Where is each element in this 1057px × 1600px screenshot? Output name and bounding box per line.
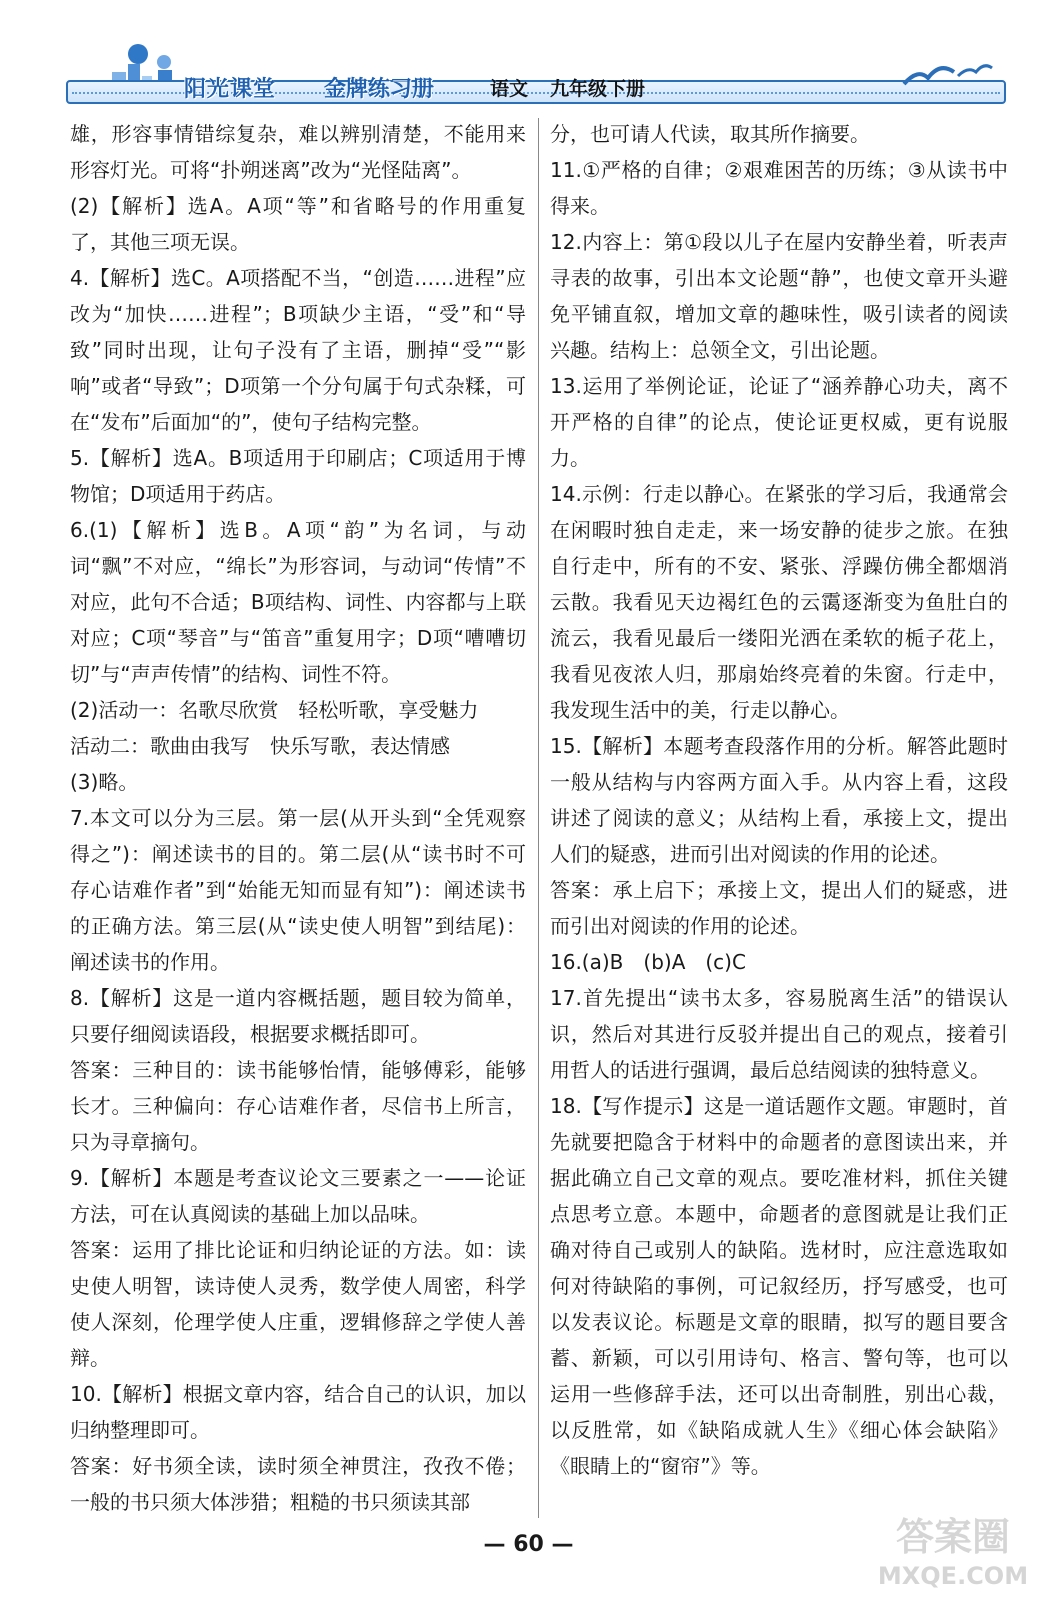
- answer-paragraph: 13.运用了举例论证，论证了“涵养静心功夫，离不开严格的自律”的论点，使论证更权威，更有说服力。: [550, 374, 1008, 470]
- answer-paragraph: 10.【解析】根据文章内容，结合自己的认识，加以归纳整理即可。: [70, 1382, 526, 1442]
- column-divider: [538, 118, 539, 1518]
- series-title: 金牌练习册: [324, 77, 435, 102]
- answer-paragraph: 12.内容上：第①段以儿子在屋内安静坐着，听表声寻表的故事，引出本文论题“静”，也使文章开头避免平铺直叙，增加文章的趣味性，吸引读者的阅读兴趣。结构上：总领全文，引出论题。: [550, 230, 1008, 362]
- answer-paragraph: 9.【解析】本题是考查议论文三要素之一——论证方法，可在认真阅读的基础上加以品味。: [70, 1166, 526, 1226]
- answer-paragraph: 6.(1)【解析】选B。A项“韵”为名词，与动词“飘”不对应，“绵长”为形容词，与动词“传情”不对应，此句不合适；B项结构、词性、内容都与上联对应；C项“琴音”与“笛音”重复用字；D项“嘈嘈切切”与“声声传情”的结构、词性不符。: [70, 518, 526, 686]
- answer-paragraph: (3)略。: [70, 770, 139, 794]
- watermark-logo: [858, 1504, 1048, 1594]
- answer-paragraph: 答案：三种目的：读书能够怡情，能够傅彩，能够长才。三种偏向：存心诘难作者，尽信书上所言，只为寻章摘句。: [70, 1058, 526, 1154]
- answer-paragraph: (2)活动一：名歌尽欣赏 轻松听歌，享受魅力: [70, 698, 479, 722]
- answer-paragraph: (2)【解析】选A。A项“等”和省略号的作用重复了，其他三项无误。: [70, 194, 526, 254]
- answer-paragraph: 5.【解析】选A。B项适用于印刷店；C项适用于博物馆；D项适用于药店。: [70, 446, 526, 506]
- answer-paragraph: 4.【解析】选C。A项搭配不当，“创造……进程”应改为“加快……进程”；B项缺少主语，“受”和“导致”同时出现，让句子没有了主语，删掉“受”“影响”或者“导致”；D项第一个分句属于句式杂糅，可在“发布”后面加“的”，使句子结构完整。: [70, 266, 526, 434]
- answer-paragraph: 16.(a)B (b)A (c)C: [550, 950, 746, 974]
- grade-label: 九年级下册: [550, 78, 646, 100]
- subject-label: 语文: [490, 78, 529, 100]
- answer-paragraph: 答案：运用了排比论证和归纳论证的方法。如：读史使人明智，读诗使人灵秀，数学使人周密，科学使人深刻，伦理学使人庄重，逻辑修辞之学使人善辩。: [70, 1238, 526, 1370]
- left-column: [70, 116, 526, 1520]
- answer-paragraph: 答案：承上启下；承接上文，提出人们的疑惑，进而引出对阅读的作用的论述。: [550, 878, 1008, 938]
- watermark-text: 答案圈: [895, 1515, 1011, 1559]
- birds-icon: [898, 54, 998, 94]
- watermark-url: MXQE.COM: [877, 1562, 1029, 1590]
- answer-paragraph: 11.①严格的自律；②艰难困苦的历练；③从读书中得来。: [550, 158, 1008, 218]
- brand-title: 阳光课堂: [184, 77, 277, 102]
- answer-paragraph: 8.【解析】这是一道内容概括题，题目较为简单，只要仔细阅读语段，根据要求概括即可。: [70, 986, 526, 1046]
- right-column: [550, 116, 1008, 1484]
- answer-paragraph: 答案：好书须全读，读时须全神贯注，孜孜不倦；一般的书只须大体涉猎；粗糙的书只须读其部: [70, 1454, 526, 1514]
- answer-paragraph: 活动二：歌曲由我写 快乐写歌，表达情感: [70, 734, 450, 758]
- answer-paragraph: 7.本文可以分为三层。第一层(从开头到“全凭观察得之”)：阐述读书的目的。第二层(从“读书时不可存心诘难作者”到“始能无知而显有知”)：阐述读书的正确方法。第三层(从“读史使人明智”到结尾)：阐述读书的作用。: [70, 806, 526, 974]
- answer-paragraph: 14.示例：行走以静心。在紧张的学习后，我通常会在闲暇时独自走走，来一场安静的徒步之旅。在独自行走中，所有的不安、紧张、浮躁仿佛全都烟消云散。我看见天边褐红色的云霭逐渐变为鱼肚白的流云，我看见最后一缕阳光洒在柔软的栀子花上，我看见夜浓人归，那扇始终亮着的朱窗。行走中，我发现生活中的美，行走以静心。: [550, 482, 1008, 722]
- answer-paragraph: 15.【解析】本题考查段落作用的分析。解答此题时一般从结构与内容两方面入手。从内容上看，这段讲述了阅读的意义；从结构上看，承接上文，提出人们的疑惑，进而引出对阅读的作用的论述。: [550, 734, 1008, 866]
- answer-paragraph: 18.【写作提示】这是一道话题作文题。审题时，首先就要把隐含于材料中的命题者的意图读出来，并据此确立自己文章的观点。要吃准材料，抓住关键点思考立意。本题中，命题者的意图就是让我们正确对待自己或别人的缺陷。选材时，应注意选取如何对待缺陷的事例，可记叙经历，抒写感受，也可以发表议论。标题是文章的眼睛，拟写的题目要含蓄、新颖，可以引用诗句、格言、警句等，也可以运用一些修辞手法，还可以出奇制胜，别出心裁，以反胜常，如《缺陷成就人生》《细心体会缺陷》《眼睛上的“窗帘”》等。: [550, 1094, 1008, 1478]
- answer-paragraph: 雄，形容事情错综复杂，难以辨别清楚，不能用来形容灯光。可将“扑朔迷离”改为“光怪陆离”。: [70, 122, 526, 182]
- answer-paragraph: 17.首先提出“读书太多，容易脱离生活”的错误认识，然后对其进行反驳并提出自己的观点，接着引用哲人的话进行强调，最后总结阅读的独特意义。: [550, 986, 1008, 1082]
- page-header: [66, 42, 1006, 106]
- answer-paragraph: 分，也可请人代读，取其所作摘要。: [550, 122, 870, 146]
- page-number: — 60 —: [483, 1532, 574, 1557]
